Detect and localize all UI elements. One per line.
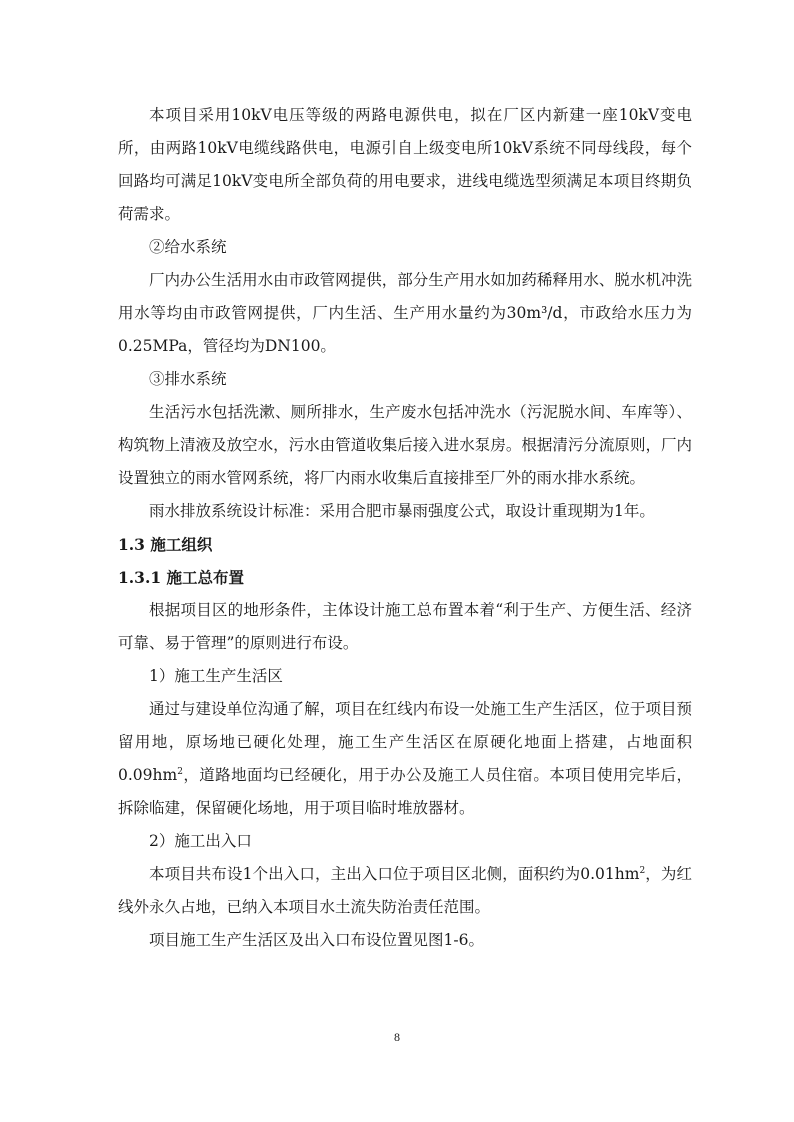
subsection-heading: 1.3.1 施工总布置 [118, 568, 245, 587]
camp-title: 1）施工生产生活区 [149, 667, 283, 685]
power-supply-paragraph: 本项目采用10kV电压等级的两路电源供电，拟在厂区内新建一座10kV变电所，由两路10kV电缆线路供电，电源引自上级变电所10kV系统不同母线段，每个回路均可满足10kV变电所全部负荷的用电要求，进线电缆选型须满足本项目终期负荷需求。 [118, 106, 692, 223]
entrance-paragraph: 本项目共布设1个出入口，主出入口位于项目区北侧，面积约为$0.01hm^2$，为红线外永久占地，已纳入本项目水土流失防治责任范围。 [118, 865, 692, 916]
water-supply-paragraph: 厂内办公生活用水由市政管网提供，部分生产用水如加药稀释用水、脱水机冲洗用水等均由市政管网提供，厂内生活、生产用水量约为30m³/d，市政给水压力为0.25MPa，管径均为DN100。 [118, 271, 692, 355]
rain-standard-paragraph: 雨水排放系统设计标准：采用合肥市暴雨强度公式，取设计重现期为1年。 [149, 502, 655, 520]
page-number: 8 [394, 1030, 400, 1044]
section-heading: 1.3 施工组织 [118, 535, 213, 554]
camp-paragraph: 通过与建设单位沟通了解，项目在红线内布设一处施工生产生活区，位于项目预留用地，原场地已硬化处理，施工生产生活区在原硬化地面上搭建，占地面积$0.09hm^2$，道路地面均已经硬化，用于办公及施工人员住宿。本项目使用完毕后，拆除临建，保留硬化场地，用于项目临时堆放器材。 [118, 700, 692, 817]
water-supply-title: ②给水系统 [149, 238, 227, 256]
entrance-title: 2）施工出入口 [149, 832, 252, 850]
layout-intro-paragraph: 根据项目区的地形条件，主体设计施工总布置本着“利于生产、方便生活、经济可靠、易于管理”的原则进行布设。 [118, 601, 692, 652]
drainage-paragraph: 生活污水包括洗漱、厕所排水，生产废水包括冲洗水（污泥脱水间、车库等）、构筑物上清液及放空水，污水由管道收集后接入进水泵房。根据清污分流原则，厂内设置独立的雨水管网系统，将厂内雨水收集后直接排至厂外的雨水排水系统。 [118, 403, 692, 487]
figure-reference: 项目施工生产生活区及出入口布设位置见图1-6。 [149, 931, 484, 949]
drainage-title: ③排水系统 [149, 370, 227, 388]
